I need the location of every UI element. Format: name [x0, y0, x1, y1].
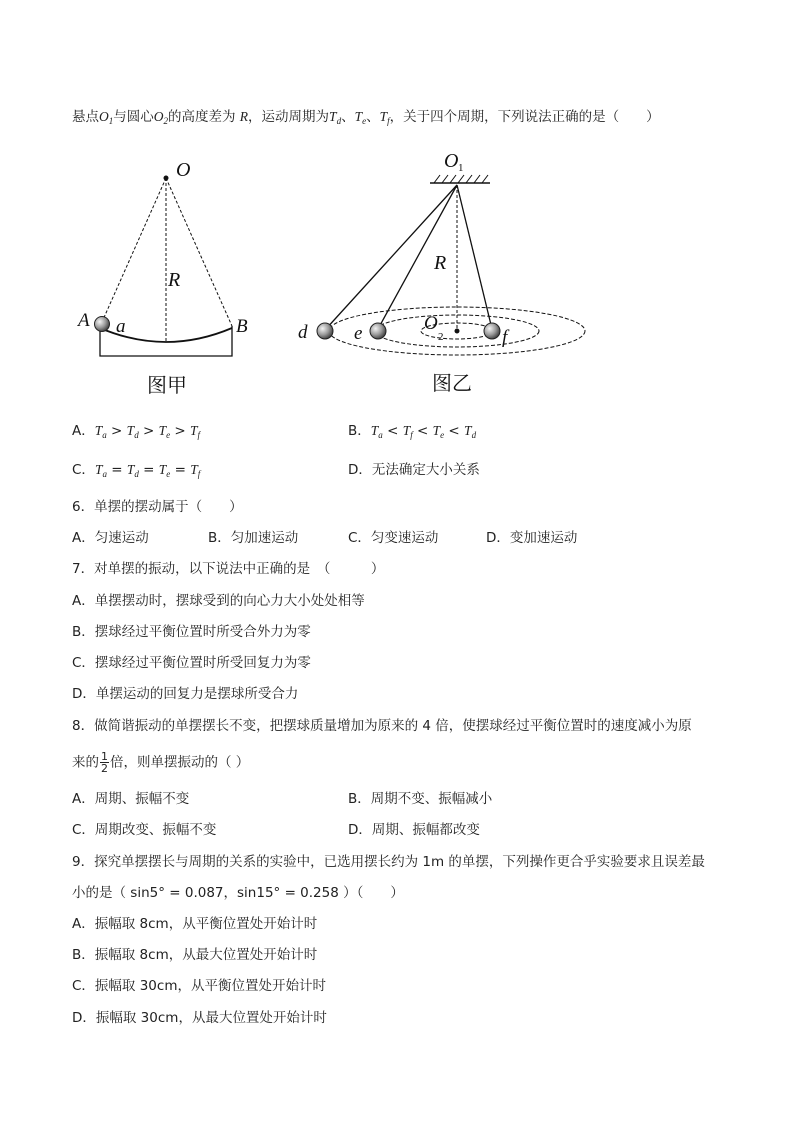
q5-option-d[interactable]: D．无法确定大小关系 [348, 462, 480, 478]
relation: > [106, 423, 127, 439]
t-subscript: e [166, 469, 171, 479]
q9-option-c[interactable]: C．振幅取 30cm，从平衡位置处开始计时 [72, 978, 326, 994]
fraction-half [100, 751, 109, 774]
t-subscript: f [197, 469, 201, 479]
t-subscript: d [336, 116, 342, 126]
q9-option-d[interactable]: D．振幅取 30cm，从最大位置处开始计时 [72, 1010, 327, 1026]
t-symbol: T [94, 462, 103, 477]
t-symbol: T [190, 423, 198, 438]
ceiling-hatch [434, 175, 488, 183]
q8-option-c[interactable]: C．周期改变、振幅不变 [72, 822, 217, 838]
t-subscript: e [166, 430, 171, 440]
string-left [102, 178, 166, 322]
ball-a [95, 317, 110, 332]
fraction-numerator: 1 [101, 750, 108, 763]
t-subscript: f [410, 430, 413, 440]
o2-symbol: O [153, 109, 164, 124]
ball-d [317, 323, 333, 339]
t-symbol: T [379, 109, 388, 124]
relation: = [106, 462, 127, 478]
t-symbol: T [126, 423, 135, 438]
t-symbol: T [432, 423, 441, 438]
figure-yi [292, 145, 592, 400]
label-o1-subscript: 1 [458, 162, 464, 174]
q9-stem-line1: 9．探究单摆摆长与周期的关系的实验中，已选用摆长约为 1m 的单摆，下列操作更合乎实验要求且误差最 [72, 854, 705, 870]
t-subscript: d [134, 430, 139, 440]
t-symbol: T [354, 109, 363, 124]
q6-option-d[interactable]: D．变加速运动 [486, 530, 578, 546]
t-subscript: a [378, 430, 383, 440]
relation: = [170, 462, 191, 478]
string-right [166, 178, 232, 326]
q7-option-d[interactable]: D．单摆运动的回复力是摆球所受合力 [72, 686, 299, 702]
q8-option-a[interactable]: A．周期、振幅不变 [72, 791, 190, 807]
relation: < [382, 423, 403, 439]
relation: = [138, 462, 159, 478]
t-subscript: f [197, 430, 201, 440]
t-subscript: a [102, 469, 107, 479]
q5-option-a[interactable] [72, 422, 200, 444]
q7-option-c[interactable]: C．摆球经过平衡位置时所受回复力为零 [72, 655, 311, 671]
center-point [455, 329, 460, 334]
q7-stem: 7．对单摆的振动，以下说法中正确的是 （ ） [72, 561, 385, 577]
label-o1: O [444, 150, 459, 172]
q6-option-b[interactable]: B．匀加速运动 [208, 530, 299, 546]
label-o2-subscript: 2 [438, 331, 444, 343]
separator: 、 [341, 109, 355, 125]
option-prefix: C． [72, 462, 95, 478]
r-symbol: R [239, 109, 249, 124]
intro-text: ，关于四个周期，下列说法正确的是（ ） [389, 109, 660, 125]
q8-text: 倍，则单摆振动的（ ） [110, 754, 250, 771]
t-subscript: a [102, 430, 107, 440]
label-d: d [298, 322, 308, 343]
q7-option-b[interactable]: B．摆球经过平衡位置时所受合外力为零 [72, 624, 311, 640]
o1-symbol: O [99, 109, 109, 124]
q6-stem: 6．单摆的摆动属于（ ） [72, 499, 243, 515]
label-o: O [176, 159, 191, 181]
ball-f [484, 323, 500, 339]
t-subscript: d [471, 430, 477, 440]
t-symbol: T [158, 423, 167, 438]
t-symbol: T [402, 423, 411, 438]
intro-text: 悬点 [72, 109, 99, 125]
label-b: B [236, 316, 248, 337]
label-r: R [434, 252, 447, 274]
relation: < [412, 423, 433, 439]
o2-subscript: 2 [163, 116, 168, 126]
intro-text: 的高度差为 [168, 109, 236, 125]
q8-stem-line1: 8．做简谐振动的单摆摆长不变，把摆球质量增加为原来的 4 倍，使摆球经过平衡位置时的速度减小为原 [72, 718, 692, 734]
option-prefix: A． [72, 423, 95, 439]
intro-text: 与圆心 [113, 109, 154, 125]
label-e: e [354, 323, 363, 344]
t-subscript: d [134, 469, 139, 479]
t-symbol: T [370, 423, 379, 438]
string-f [457, 185, 492, 329]
ball-e [370, 323, 386, 339]
q9-stem-line2: 小的是（ sin5° = 0.087，sin15° = 0.258 ）（ ） [72, 885, 404, 901]
t-symbol: T [94, 423, 103, 438]
q9-option-b[interactable]: B．振幅取 8cm，从最大位置处开始计时 [72, 947, 318, 963]
q8-option-d[interactable]: D．周期、振幅都改变 [348, 822, 480, 838]
t-symbol: T [464, 423, 472, 438]
option-prefix: B． [348, 423, 371, 439]
caption-jia: 图甲 [147, 373, 187, 397]
q8-option-b[interactable]: B．周期不变、振幅减小 [348, 791, 493, 807]
relation: > [170, 423, 191, 439]
t-symbol: T [126, 462, 135, 477]
label-f: f [502, 327, 508, 348]
q6-option-a[interactable]: A．匀速运动 [72, 530, 149, 546]
label-a-upper: A [78, 310, 90, 331]
relation: > [138, 423, 159, 439]
label-r: R [168, 269, 181, 291]
label-a-lower: a [116, 316, 126, 337]
t-subscript: e [440, 430, 445, 440]
t-symbol: T [158, 462, 167, 477]
q5-option-b[interactable] [348, 422, 476, 444]
q9-option-a[interactable]: A．振幅取 8cm，从平衡位置处开始计时 [72, 916, 318, 932]
q7-option-a[interactable]: A．单摆摆动时，摆球受到的向心力大小处处相等 [72, 593, 365, 609]
label-o2: O [424, 313, 438, 334]
o1-subscript: 1 [108, 116, 114, 126]
t-subscript: f [387, 116, 390, 126]
separator: 、 [366, 109, 380, 125]
q5-option-c[interactable] [72, 461, 200, 483]
q6-option-c[interactable]: C．匀变速运动 [348, 530, 439, 546]
t-symbol: T [190, 462, 198, 477]
q8-stem-line2 [72, 751, 249, 774]
caption-yi: 图乙 [432, 371, 472, 395]
fraction-denominator: 2 [101, 762, 108, 775]
question-intro [72, 108, 660, 130]
relation: < [444, 423, 465, 439]
q8-text: 来的 [72, 754, 99, 771]
t-symbol: T [329, 109, 337, 124]
t-subscript: e [362, 116, 367, 126]
figure-jia [70, 150, 270, 400]
intro-text: ，运动周期为 [248, 109, 330, 125]
